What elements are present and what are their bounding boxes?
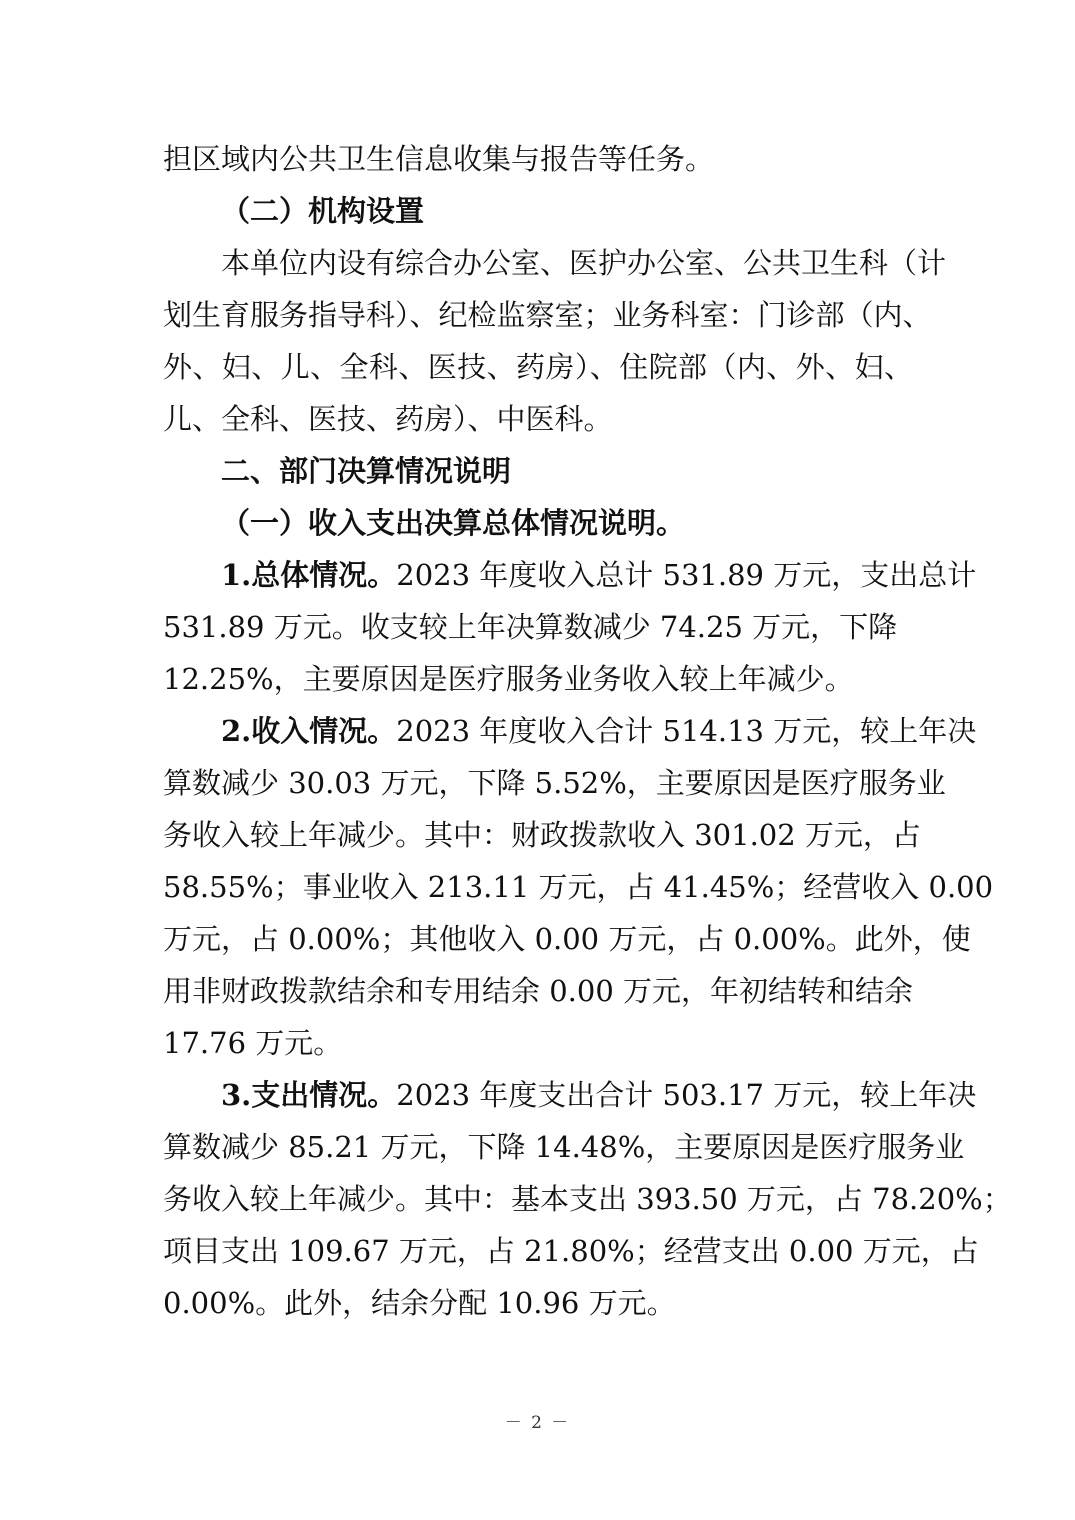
paragraph-line: 算数减少 85.21 万元，下降 14.48%，主要原因是医疗服务业 — [163, 1130, 965, 1164]
paragraph-line: 项目支出 109.67 万元，占 21.80%；经营支出 0.00 万元，占 — [163, 1234, 979, 1268]
paragraph-line: 儿、全科、医技、药房）、中医科。 — [163, 402, 613, 436]
overall-lead: 1.总体情况。 — [221, 558, 397, 592]
paragraph-line: 531.89 万元。收支较上年决算数减少 74.25 万元，下降 — [163, 610, 898, 644]
paragraph-line: 务收入较上年减少。其中：基本支出 393.50 万元，占 78.20%； — [163, 1182, 1012, 1216]
paragraph-line: 万元，占 0.00%；其他收入 0.00 万元，占 0.00%。此外，使 — [163, 922, 971, 956]
section-heading-final-accounts: 二、部门决算情况说明 — [221, 454, 512, 488]
paragraph-line: 本单位内设有综合办公室、医护办公室、公共卫生科（计 — [221, 246, 947, 280]
paragraph-line: 17.76 万元。 — [163, 1026, 343, 1060]
paragraph-line: 外、妇、儿、全科、医技、药房）、住院部（内、外、妇、 — [163, 350, 913, 384]
document-body — [163, 133, 1012, 1329]
paragraph-line: 58.55%；事业收入 213.11 万元，占 41.45%；经营收入 0.00 — [163, 870, 994, 904]
expense-text: 2023 年度支出合计 503.17 万元，较上年决 — [396, 1078, 977, 1112]
paragraph-line: 划生育服务指导科）、纪检监察室；业务科室：门诊部（内、 — [163, 298, 932, 332]
paragraph-line: 务收入较上年减少。其中：财政拨款收入 301.02 万元，占 — [163, 818, 921, 852]
paragraph-line: 用非财政拨款结余和专用结余 0.00 万元，年初结转和结余 — [163, 974, 914, 1008]
overall-text: 2023 年度收入总计 531.89 万元，支出总计 — [396, 558, 977, 592]
section-heading-organization: （二）机构设置 — [221, 194, 425, 228]
paragraph-line-income — [163, 705, 977, 757]
paragraph-line-overall — [163, 549, 977, 601]
paragraph-line: 12.25%，主要原因是医疗服务业务收入较上年减少。 — [163, 662, 854, 696]
income-lead: 2.收入情况。 — [221, 714, 397, 748]
paragraph-line: 0.00%。此外，结余分配 10.96 万元。 — [163, 1286, 676, 1320]
page-number: － 2 － — [504, 1413, 571, 1433]
expense-lead: 3.支出情况。 — [221, 1078, 397, 1112]
income-text: 2023 年度收入合计 514.13 万元，较上年决 — [396, 714, 977, 748]
subsection-heading-income-expense: （一）收入支出决算总体情况说明。 — [221, 506, 686, 540]
paragraph-line-expense — [163, 1069, 977, 1121]
paragraph-line: 担区域内公共卫生信息收集与报告等任务。 — [163, 142, 715, 176]
paragraph-line: 算数减少 30.03 万元，下降 5.52%，主要原因是医疗服务业 — [163, 766, 946, 800]
